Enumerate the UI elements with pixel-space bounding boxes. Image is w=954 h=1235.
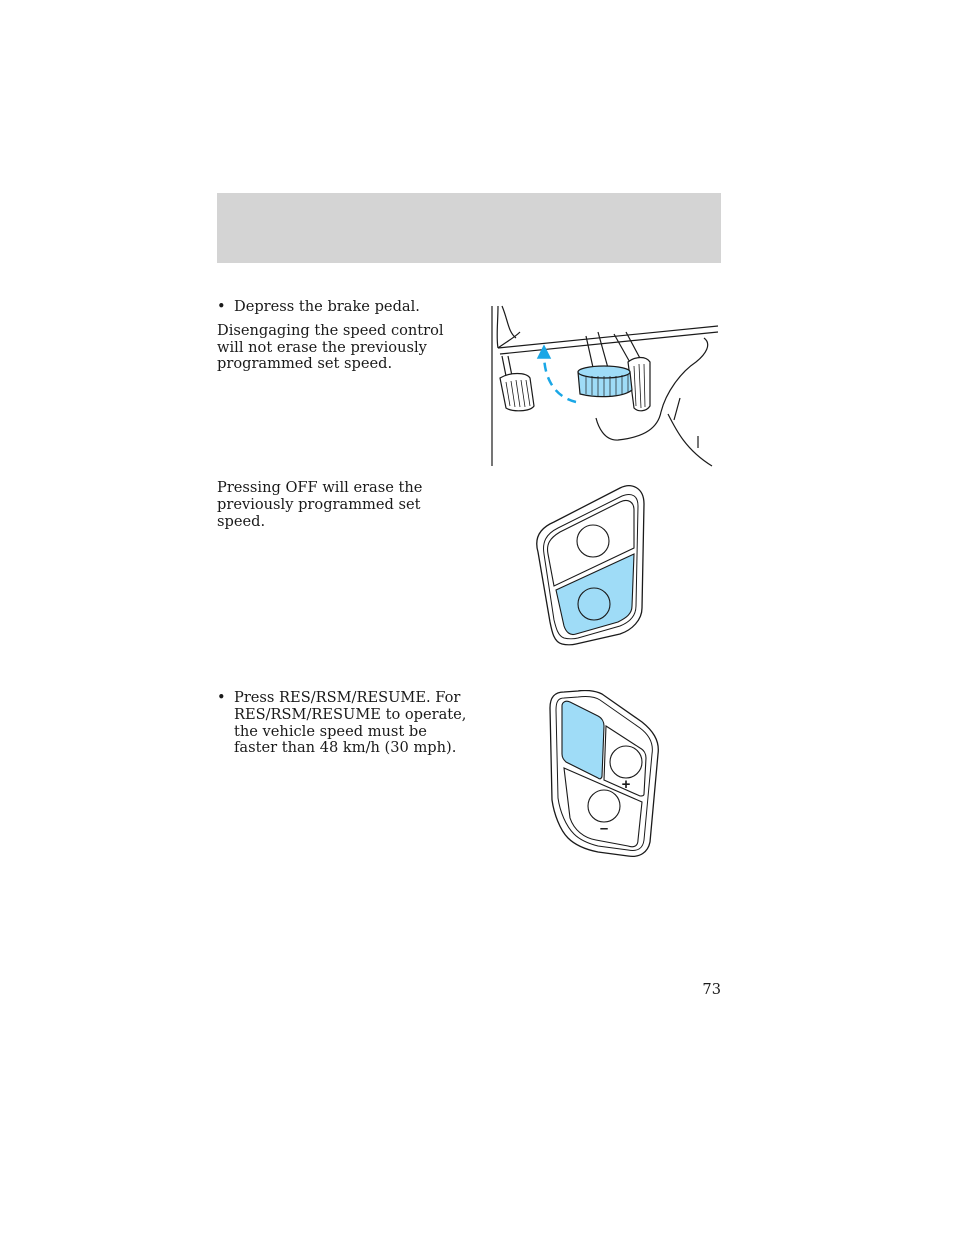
bullet-text: Press RES/RSM/RESUME. For RES/RSM/RESUME to operate, the vehicle speed must be faster than 48 km/h (30 mph). <box>234 689 467 757</box>
plus-label: + <box>621 776 631 793</box>
resume-instructions <box>217 690 467 757</box>
bullet-symbol: • <box>217 689 226 706</box>
bullet-item <box>217 299 467 316</box>
brake-instructions <box>217 299 467 373</box>
bullet-symbol: • <box>217 298 226 315</box>
speed-control-resume-switch <box>548 690 662 858</box>
off-paragraph: Pressing OFF will erase the previously programmed set speed. <box>217 479 423 530</box>
brake-pedal-illustration <box>486 302 722 468</box>
minus-label: – <box>599 820 609 837</box>
off-note <box>217 480 467 530</box>
disengage-note: Disengaging the speed control will not erase the previously programmed set speed. <box>217 321 444 373</box>
bullet-item <box>217 690 467 757</box>
page-number: 73 <box>702 981 721 998</box>
section-header-band <box>217 193 721 263</box>
speed-control-off-switch <box>534 482 648 648</box>
bullet-text: Depress the brake pedal. <box>234 298 420 315</box>
